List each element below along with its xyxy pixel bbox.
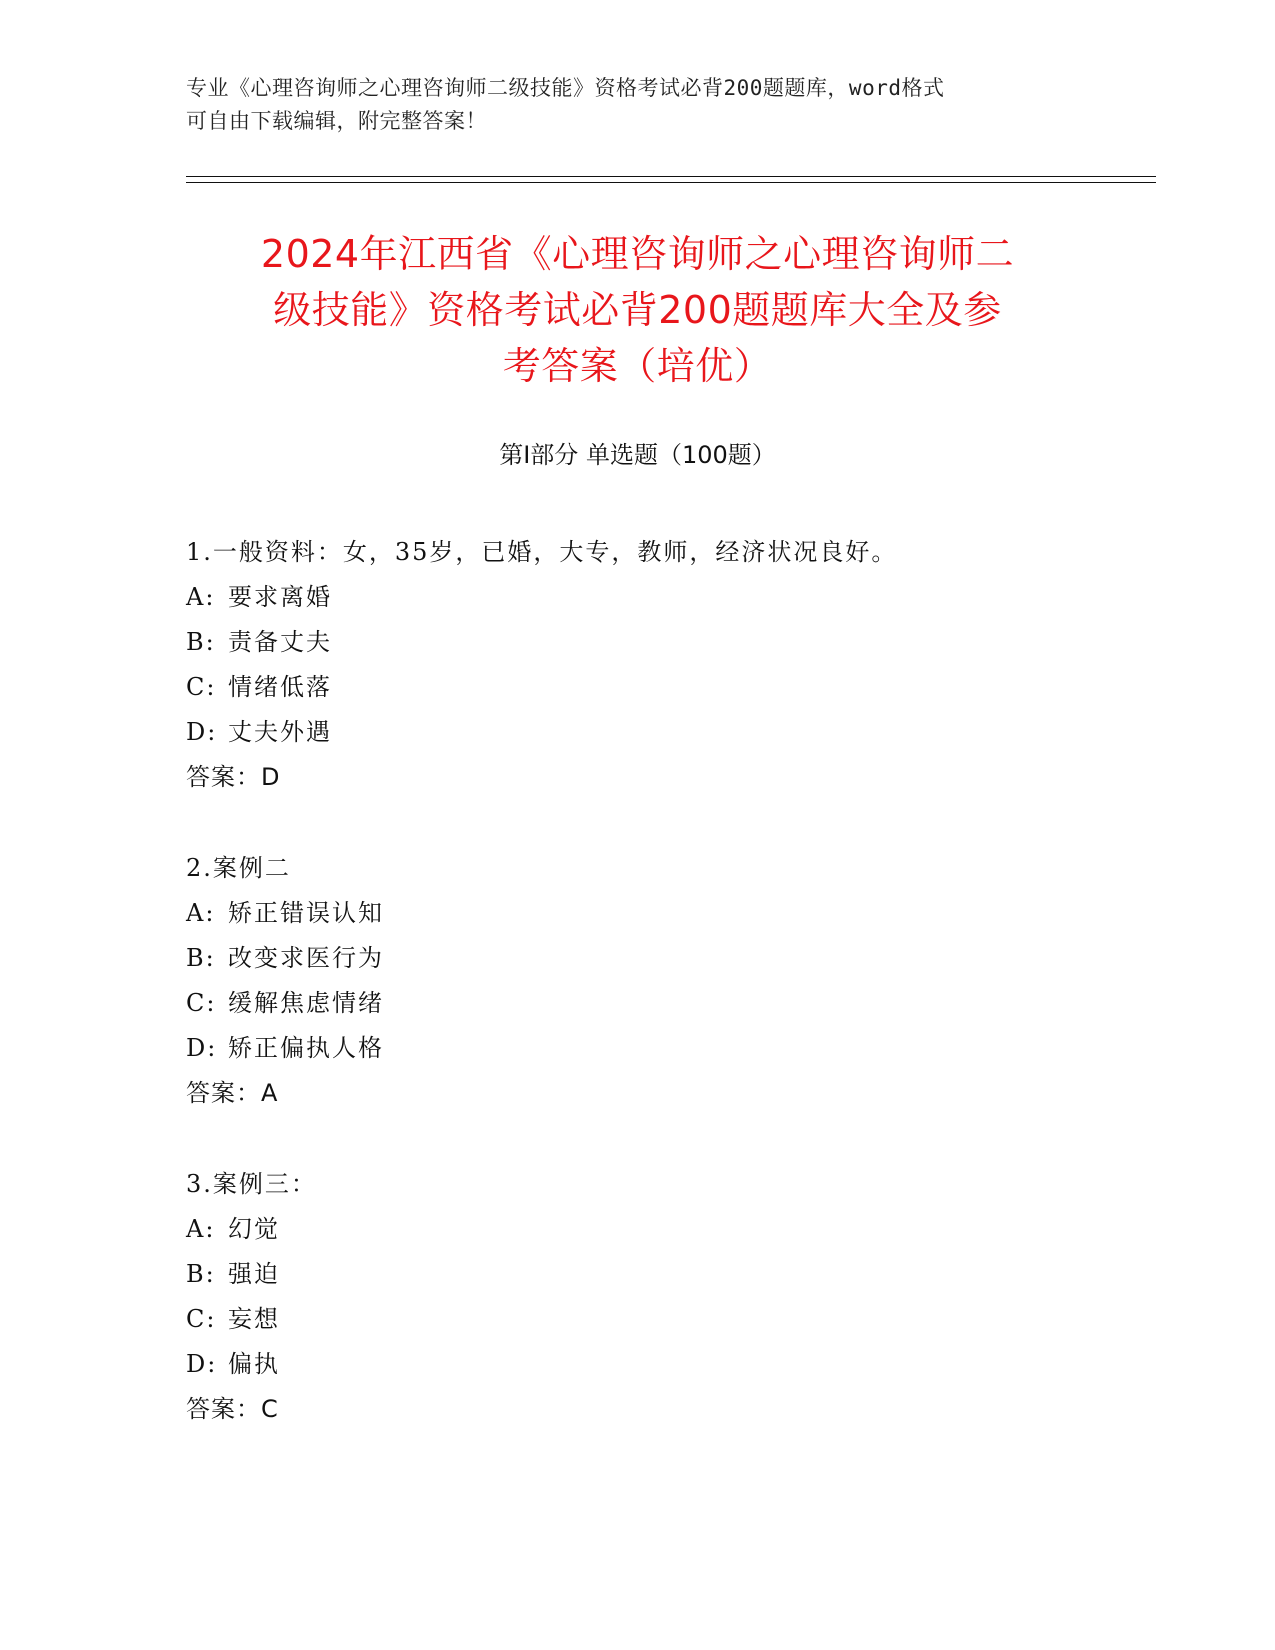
option-text: 强迫 bbox=[228, 1260, 280, 1288]
option-text: 矫正偏执人格 bbox=[228, 1034, 384, 1062]
header-divider-top bbox=[186, 176, 1156, 177]
question-2 bbox=[186, 846, 1126, 1116]
option-text: 改变求医行为 bbox=[228, 944, 384, 972]
option-text: 要求离婚 bbox=[228, 583, 332, 611]
document-title-line-1: 2024年江西省《心理咨询师之心理咨询师二 bbox=[260, 232, 1015, 276]
document-title bbox=[150, 226, 1125, 394]
option-text: 妄想 bbox=[228, 1305, 280, 1333]
option-d bbox=[186, 1342, 1126, 1387]
option-a bbox=[186, 575, 1126, 620]
question-1 bbox=[186, 530, 1126, 800]
option-d bbox=[186, 1026, 1126, 1071]
answer-line: 答案：D bbox=[186, 763, 281, 791]
option-key: B: bbox=[186, 628, 216, 656]
option-key: A: bbox=[186, 583, 216, 611]
option-key: C: bbox=[186, 989, 217, 1017]
option-text: 矫正错误认知 bbox=[228, 899, 384, 927]
option-text: 丈夫外遇 bbox=[228, 718, 332, 746]
header-note-line-2: 可自由下载编辑，附完整答案！ bbox=[186, 109, 487, 133]
option-c bbox=[186, 1297, 1126, 1342]
option-key: B: bbox=[186, 944, 216, 972]
option-text: 偏执 bbox=[228, 1350, 280, 1378]
option-key: C: bbox=[186, 1305, 217, 1333]
document-title-line-2: 级技能》资格考试必背200题题库大全及参 bbox=[273, 288, 1002, 332]
option-c bbox=[186, 981, 1126, 1026]
option-a bbox=[186, 1207, 1126, 1252]
option-text: 缓解焦虑情绪 bbox=[228, 989, 384, 1017]
question-stem: 2.案例二 bbox=[186, 854, 291, 882]
option-text: 责备丈夫 bbox=[228, 628, 332, 656]
section-title: 第Ⅰ部分 单选题（100题） bbox=[499, 441, 776, 469]
question-3 bbox=[186, 1162, 1126, 1432]
option-key: B: bbox=[186, 1260, 216, 1288]
document-title-line-3: 考答案（培优） bbox=[502, 344, 773, 388]
header-note-line-1: 专业《心理咨询师之心理咨询师二级技能》资格考试必背200题题库，word格式 bbox=[186, 76, 945, 100]
option-b bbox=[186, 1252, 1126, 1297]
option-c bbox=[186, 665, 1126, 710]
option-text: 幻觉 bbox=[228, 1215, 280, 1243]
header-note bbox=[186, 72, 1086, 138]
option-b bbox=[186, 620, 1126, 665]
question-list bbox=[186, 530, 1126, 1478]
answer-line: 答案：C bbox=[186, 1395, 279, 1423]
option-key: A: bbox=[186, 899, 216, 927]
option-b bbox=[186, 936, 1126, 981]
question-stem: 1.一般资料：女，35岁，已婚，大专，教师，经济状况良好。 bbox=[186, 538, 898, 566]
option-key: D: bbox=[186, 1350, 218, 1378]
answer-line: 答案：A bbox=[186, 1079, 279, 1107]
option-key: D: bbox=[186, 718, 218, 746]
option-a bbox=[186, 891, 1126, 936]
question-stem: 3.案例三： bbox=[186, 1170, 317, 1198]
option-key: D: bbox=[186, 1034, 218, 1062]
option-d bbox=[186, 710, 1126, 755]
option-text: 情绪低落 bbox=[228, 673, 332, 701]
option-key: A: bbox=[186, 1215, 216, 1243]
option-key: C: bbox=[186, 673, 217, 701]
header-divider-bottom bbox=[186, 182, 1156, 183]
